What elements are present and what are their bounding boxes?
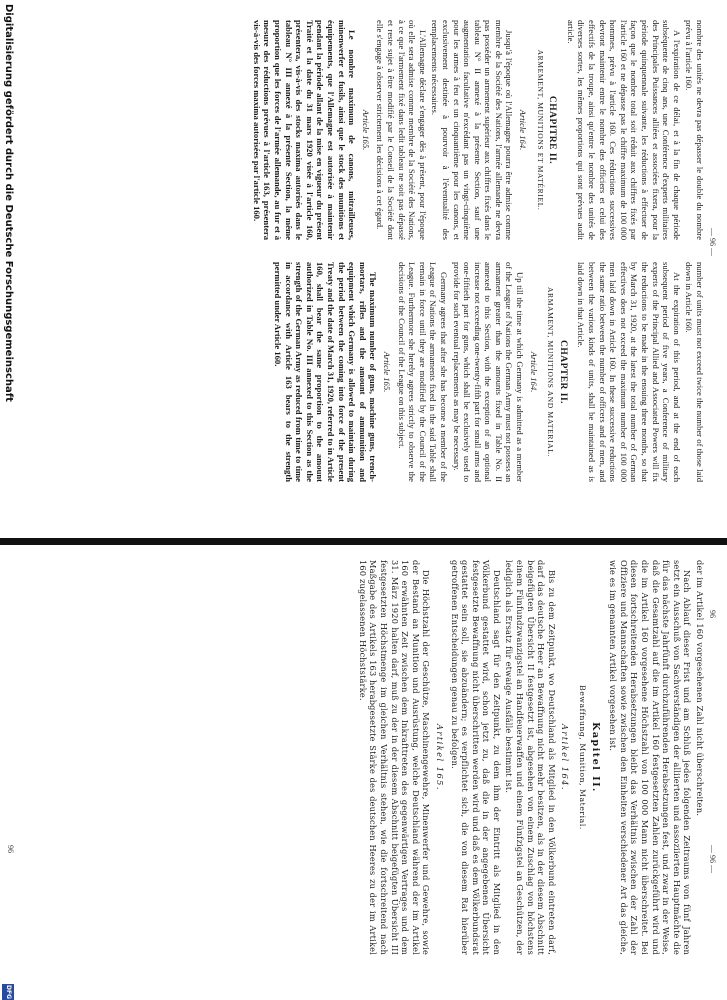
french-intro-2: A l'expiration de ce délai, et à la fin de chaque période subséquente de cinq ans, une Conférence d'experts militaires des Principales Puissances alliées et associées fixera, pour la période quinquennale suivante, les réductions à effectuer de façon que le nombre total soit réduit aux chiffres fixés par l'article 160 et ne dépasse pas le chiffre maximum de 100 000 hommes, prévu à l'article 160. Ces réductions successives devront maintenir entre le nombre des officiers et celui des effectifs de la troupe, ainsi qu'entre le nombre des unités de diverses sortes, les mêmes proportions qui sont prévues audit article.: [565, 20, 682, 240]
english-article-164-title: Article 164.: [528, 351, 539, 393]
english-article-165-title: Article 165.: [381, 351, 392, 393]
english-chapter-heading: CHAPTER II.: [557, 339, 568, 405]
german-article-165-title: Artikel 165.: [434, 724, 445, 791]
french-article-165-title: Article 165.: [360, 109, 371, 151]
dfg-footer-text: Digitalisierung gefördert durch die Deutsche Forschungsgemeinschaft: [3, 4, 14, 402]
english-article-165-text: The maximum number of guns, machine guns, trench-mortars, rifles and the amount of ammunition and equipment which Germany is allowed to maintain during the period between the coming into force of the present Treaty and the date of March 31, 1920, referred to in Article 160, shall bear the same proportion to the amount authorized in Table No. III annexed to this Section as the strength of the German Army as reduced from time to time in accordance with Article 163 bears to the strength permitted under Article 160.: [273, 262, 379, 482]
german-article-164-title: Artikel 164.: [560, 724, 571, 791]
german-chapter-subtitle: Bewaffnung, Munition, Material.: [578, 685, 588, 830]
french-chapter-heading: CHAPITRE II.: [547, 95, 558, 165]
dfg-footer: [0, 0, 15, 1000]
page-number-french: — 96 —: [708, 228, 717, 256]
english-intro-2: At the expiration of this period, and at the end of each subsequent period of five years, a Conference of military experts of the Principal Allied and Associated Powers will fix the reductions to be made in the ensuing three months, so that by March 31, 1920, at the latest the total number of German effectives does not exceed the maximum number of 100 000 men laid down in Article 160. In these successive reductions the same ratio between the number of officers and of men, and between the various kinds of units, shall be maintained as is laid down in that Article.: [576, 262, 682, 482]
french-article-164-p2: L'Allemagne déclare s'engager dès à présent, pour l'époque où elle sera admise comme membre de la Société des Nations, à ce que l'armement fixé dans ledit tableau ne soit pas dépassé et reste sujet à être modifié par le Conseil de la Société dont elle s'engage à observer strictement les décisions à cet égard.: [375, 20, 428, 240]
english-intro-1: number of units must not exceed twice the number of those laid down in Article 160.: [684, 262, 705, 482]
german-chapter-heading: Kapitel II.: [589, 722, 601, 793]
french-intro-1: nombre des unités ne devra pas dépasser le double du nombre prévu à l'article 160.: [684, 20, 705, 240]
english-chapter-subtitle: ARMAMENT, MUNITIONS AND MATERIAL.: [546, 286, 556, 458]
german-article-164-p1: Bis zu dem Zeitpunkt, wo Deutschland als Mitglied in den Völkerbund eintreten darf, darf das deutsche Heer an Bewaffnung nicht mehr besitzen, als in der diesem Abschnitt beigefügten Übersicht II festgesetzt ist, abgesehen von einem Zuschlag von höchstens einem Fünfundzwanzigstel an Handfeuerwaffen und einem Fünfzigstel an Geschützen, der lediglich als Ersatz für etwaige Ausfälle bestimmt ist.: [504, 560, 557, 955]
page-fold-divider: [0, 538, 727, 545]
german-intro-1: der im Artikel 160 vorgesehenen Zahl nicht überschreiten.: [695, 560, 705, 817]
german-article-165-text: Die Höchstzahl der Geschütze, Maschinengewehre, Minenwerfer und Gewehre, sowie der Bestand an Munition und Ausrüstung, welche Deutschland während der im Artikel 160 erwähnten Zeit zwischen dem Inkrafttreten des gegenwärtigen Vertrages und dem 31. März 1920 halten darf, muß zu der in der diesem Abschnitt beigefügten Übersicht III festgesetzten Höchstmenge im gleichen Verhältnis stehen, wie die fortschreitend nach Maßgabe des Artikels 163 herabgesetzte Stärke des deutschen Heeres zu der im Artikel 160 zugelassenen Höchststärke.: [357, 560, 432, 955]
french-article-164-title: Article 164.: [518, 109, 529, 151]
page-number-german-bottom: 96: [6, 845, 15, 853]
page-number-english: 96: [708, 610, 717, 618]
german-intro-2: Nach Ablauf dieser Frist und am Schluß jedes folgenden Zeitraums von fünf Jahren setzt ein Ausschuß von Sachverständigen der alliierten und assoziierten Hauptmächte die für das nächste Jahrfünft durchzuführenden Herabsetzungen fest, und zwar in der Weise, daß die Gesamtzahl auf die im Artikel 160 festgesetzten Zahlen zurückgeführt wird und die im Artikel 160 vorgesehene Höchstzahl von 100 000 Mann nicht überschreitet. Bei diesen fortschreitenden Herabsetzungen bleibt das Verhältnis zwischen der Zahl der Offiziere und Mannschaften sowie zwischen den Einheiten verschiedener Art das gleiche, wie es im genannten Artikel vorgesehen ist.: [608, 560, 693, 955]
page-number-german-top: — 96 —: [708, 845, 717, 873]
german-article-164-p2: Deutschland sagt für den Zeitpunkt, zu dem ihm der Eintritt als Mitglied in den Völkerbund gestattet wird, schon jetzt zu, daß die in der angegebenen Übersicht festgesetzte Bewaffnung nicht überschritten werden wird und daß es dem Völkerbundsrat gestattet sein soll, sie abzuändern; es verpflichtet sich, die von diesem Rat hierüber getroffenen Entscheidungen genau zu befolgen.: [449, 560, 502, 955]
english-article-164-p2: Germany agrees that after she has become a member of the League of Nations the armaments fixed in the said Table shall remain in force until they are modified by the Council of the League. Furthermore she hereby agrees strictly to observe the decisions of the Council of the League on this subject.: [396, 262, 449, 482]
french-chapter-subtitle: ARMEMENT, MUNITIONS ET MATÉRIEL.: [535, 49, 545, 211]
english-article-164-p1: Up till the time at which Germany is admitted as a member of the League of Nations the German Army must not possess an armament greater than the amounts fixed in Table No. II annexed to this Section, with the exception of an optional increase not exceeding one-twenty-fifth part for small arms and one-fiftieth part for guns, which shall be exclusively used to provide for such eventual replacements as may be necessary.: [451, 262, 526, 482]
dfg-logo: DFG: [2, 984, 14, 1000]
french-article-164-p1: Jusqu'à l'époque où l'Allemagne pourra être admise comme membre de la Société des Nations, l'armée allemande ne devra pas posséder un armement supérieur aux chiffres fixés dans le tableau N° II annexé à la présente Section, sauf une augmentation facultative n'excédant pas un vingt-cinquième pour les armes à feu et un cinquantième pour les canons, et exclusivement destinée à pourvoir à l'éventualité des remplacements nécessaires.: [430, 20, 515, 240]
english-column: [270, 262, 705, 482]
french-article-165-text: Le nombre maximum de canons, mitrailleuses, minenwerfer et fusils, ainsi que le stock des munitions et équipements, que l'Allemagne est autorisée à maintenir pendant la période allant de la mise en vigueur du présent Traité et la date du 31 mars 1920 visée à l'article 160, présentera, vis-à-vis des stocks maxima autorisés dans le tableau N° III annexé à la présente Section, la même proportion que les forces de l'armée allemande, au fur et à mesure des réductions prévues à l'article 163, présentera vis-à-vis des forces maxima autorisées par l'article 160.: [251, 20, 358, 240]
german-column: [355, 560, 705, 955]
french-column: [249, 20, 705, 240]
